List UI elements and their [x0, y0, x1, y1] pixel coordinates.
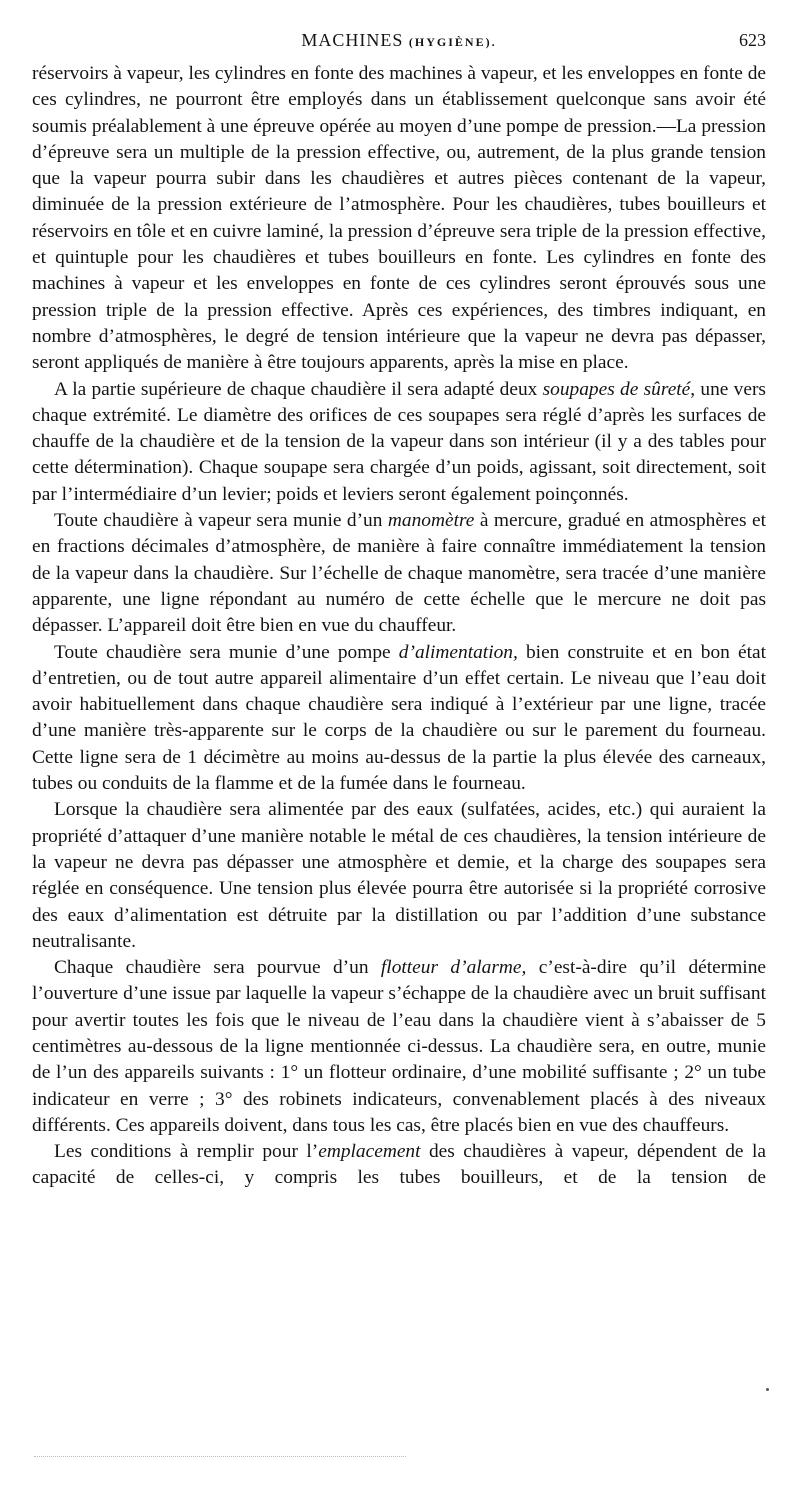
paragraph [32, 640, 766, 798]
text-run: Les conditions à remplir pour l’ [54, 1141, 319, 1163]
running-head [32, 30, 766, 54]
text-run: des chaudières à vapeur, dépendent de la capacité de celles-ci, y compris les tubes bouilleurs, et de la tension de [32, 1141, 766, 1189]
text-run: Lorsque la chaudière sera alimentée par des eaux (sulfatées, acides, etc.) qui auraient la propriété d’attaquer d’une manière notable le métal de ces chaudières, la tension intérieure de la vapeur ne devra pas dépasser une atmosphère et demie, et la charge des soupapes sera réglée en conséquence. Une tension plus élevée pourra être autorisée si la propriété corrosive des eaux d’alimentation est détruite par la distillation ou par l’addition d’une substance neutralisante. [32, 799, 766, 952]
paragraph [32, 61, 766, 377]
italic-term: soupapes de sûreté [542, 378, 691, 400]
text-run: réservoirs à vapeur, les cylindres en fonte des machines à vapeur, et les enveloppes en fonte de ces cylindres, ne pourront être employés dans un établissement quelconque sans avoir été soumis préalablement à une épreuve opérée au moyen d’une pompe de pression.—La pression d’épreuve sera un multiple de la pression effective, ou, autrement, de la plus grande tension que la vapeur pourra subir dans les chaudières et autres pièces contenant de la vapeur, diminuée de la pression extérieure de l’atmosphère. Pour les chaudières, tubes bouilleurs et réservoirs en tôle et en cuivre laminé, la pression d’épreuve sera triple de la pression effective, et quintuple pour les chaudières et tubes bouilleurs en fonte. Les cylindres en fonte des machines à vapeur et les enveloppes en fonte de ces cylindres seront éprouvés sous une pression triple de la pression effective. Après ces expériences, des timbres indiquant, en nombre d’atmosphères, le degré de tension intérieure que la vapeur ne devra pas dépasser, seront appliqués de manière à être toujours apparents, après la mise en place. [32, 63, 766, 374]
paragraph [32, 1139, 766, 1192]
header-section: (HYGIÈNE). [408, 35, 497, 49]
footer-dotted-rule [34, 1456, 406, 1457]
header-title: MACHINES [301, 30, 404, 50]
paragraph [32, 955, 766, 1139]
paragraph [32, 508, 766, 639]
text-run: c’est-à-dire qu’il détermine l’ouverture d’une issue par laquelle la vapeur s’échappe de la chaudière avec un bruit suffisant pour avertir toutes les fois que le niveau de l’eau dans la chaudière vient à s’abaisser de 5 centimètres au-dessous de la ligne mentionnée ci-dessus. La chaudière sera, en outre, munie de l’un des appareils suivants : 1° un flotteur ordinaire, d’une mobilité suffisante ; 2° un tube indicateur en verre ; 3° des robinets indicateurs, convenablement placés à des niveaux différents. Ces appareils doivent, dans tous les cas, être placés bien en vue des chauffeurs. [32, 957, 766, 1136]
italic-term: flotteur d’alarme, [380, 957, 527, 979]
text-run: Chaque chaudière sera pourvue d’un [54, 957, 381, 979]
text-run: Toute chaudière sera munie d’une pompe [54, 641, 399, 663]
text-run: Toute chaudière à vapeur sera munie d’un [54, 510, 388, 532]
text-run: bien construite et en bon état d’entretien, ou de tout autre appareil alimentaire d’un effet certain. Le niveau que l’eau doit avoir habituellement dans chaque chaudière sera indiqué à l’extérieur par une ligne, tracée d’une manière très-apparente sur le corps de la chaudière ou sur le parement du fourneau. Cette ligne sera de 1 décimètre au moins au-dessus de la partie la plus élevée des carneaux, tubes ou conduits de la flamme et de la fumée dans le fourneau. [32, 641, 766, 795]
body-text [32, 61, 766, 1192]
italic-term: manomètre [387, 510, 475, 532]
page-number: 623 [739, 30, 766, 50]
text-run: A la partie supérieure de chaque chaudière il sera adapté deux [54, 378, 543, 400]
paragraph [32, 797, 766, 955]
stray-mark [766, 1388, 769, 1391]
italic-term: emplacement [318, 1141, 421, 1163]
running-title [32, 30, 766, 51]
text-run: à mercure, gradué en atmosphères et en fractions décimales d’atmosphère, de manière à faire connaître immédiatement la tension de la vapeur dans la chaudière. Sur l’échelle de chaque manomètre, sera tracée d’une manière apparente, une ligne répondant au numéro de cette échelle que le mercure ne doit pas dépasser. L’appareil doit être bien en vue du chauffeur. [32, 510, 766, 637]
text-run: , une vers chaque extrémité. Le diamètre des orifices de ces soupapes sera réglé d’après les surfaces de chauffe de la chaudière et de la tension de la vapeur dans son intérieur (il y a des tables pour cette détermination). Chaque soupape sera chargée d’un poids, agissant, soit directement, soit par l’intermédiaire d’un levier; poids et leviers seront également poinçonnés. [32, 378, 766, 505]
italic-term: d’alimentation, [398, 641, 518, 663]
paragraph [32, 377, 766, 508]
